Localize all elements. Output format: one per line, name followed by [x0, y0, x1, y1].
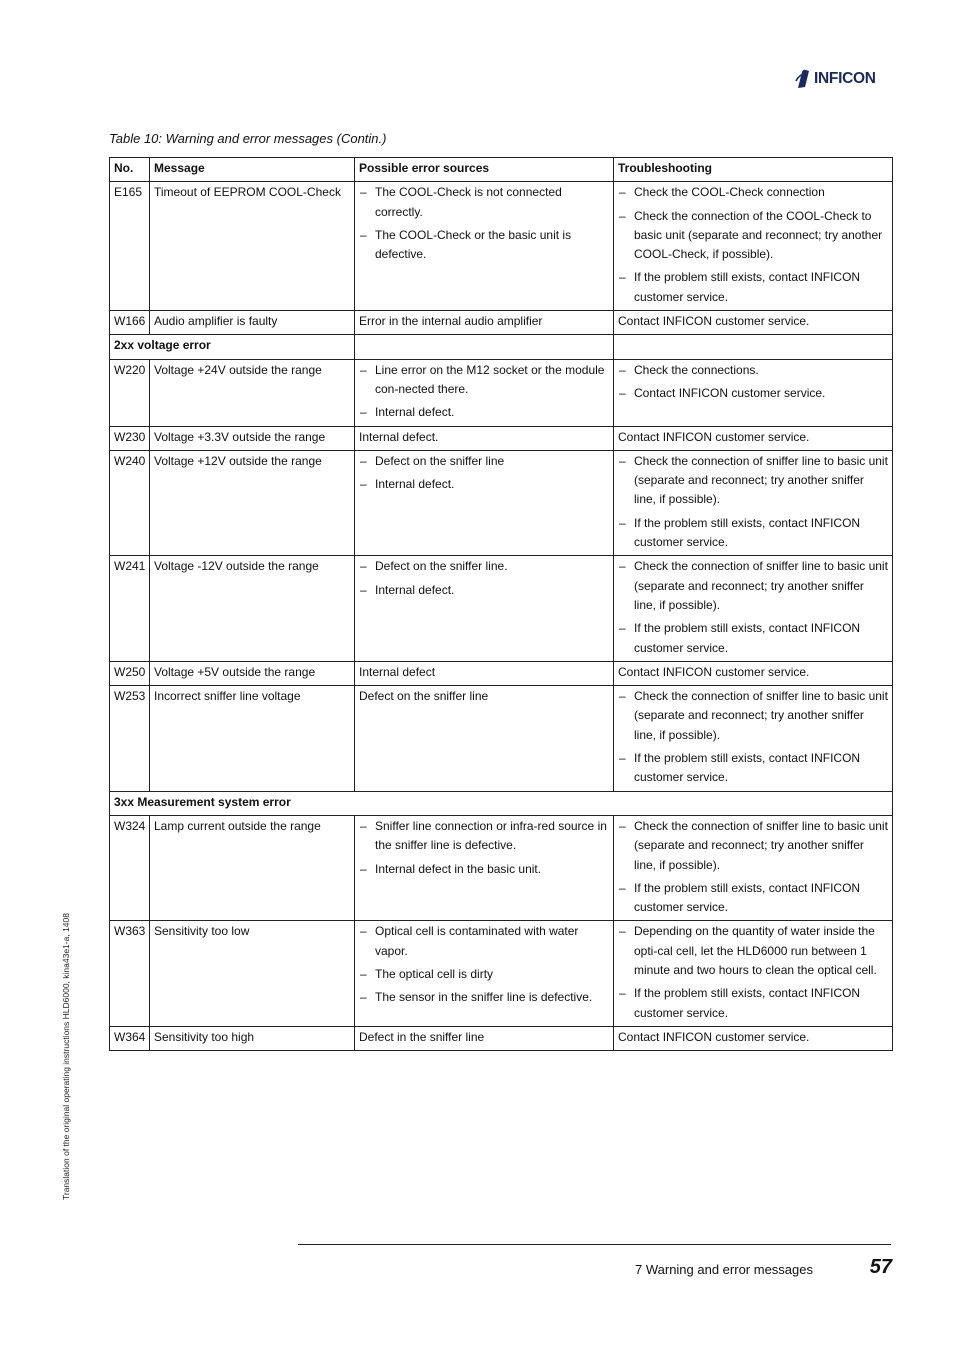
table-row — [110, 450, 893, 555]
cell-message: Voltage -12V outside the range — [150, 556, 355, 661]
list-item: – The COOL-Check or the basic unit is defective. — [359, 226, 609, 265]
brand-logo — [795, 68, 895, 90]
list-item: – If the problem still exists, contact INFICON customer service. — [618, 268, 888, 307]
cell-sources: Defect on the sniffer line — [355, 686, 614, 791]
cell-no: E165 — [110, 182, 150, 311]
table-caption: Table 10: Warning and error messages (Contin.) — [109, 131, 387, 146]
list-item: – Internal defect in the basic unit. — [359, 860, 609, 879]
cell-sources — [355, 921, 614, 1026]
cell-troubleshooting — [614, 450, 893, 555]
list-item: – If the problem still exists, contact INFICON customer service. — [618, 879, 888, 918]
table-row — [110, 556, 893, 661]
table-row — [110, 182, 893, 311]
cell-troubleshooting — [614, 686, 893, 791]
cell-message: Sensitivity too low — [150, 921, 355, 1026]
cell-troubleshooting: Contact INFICON customer service. — [614, 311, 893, 335]
cell-sources: Error in the internal audio amplifier — [355, 311, 614, 335]
list-item: – Defect on the sniffer line. — [359, 557, 609, 576]
cell-sources-list — [359, 557, 609, 600]
table-row — [110, 1026, 893, 1050]
brand-name: INFICON — [814, 70, 876, 87]
list-item: – The COOL-Check is not connected correctly. — [359, 183, 609, 222]
cell-troubleshooting-list — [618, 922, 888, 1022]
cell-sources — [355, 182, 614, 311]
cell-no: W363 — [110, 921, 150, 1026]
cell-message: Audio amplifier is faulty — [150, 311, 355, 335]
page-number: 57 — [869, 1256, 892, 1278]
cell-troubleshooting — [614, 556, 893, 661]
cell-sources-list — [359, 922, 609, 1007]
cell-no: W166 — [110, 311, 150, 335]
cell-troubleshooting-list — [618, 687, 888, 787]
header-no: No. — [110, 158, 150, 182]
table-row — [110, 359, 893, 426]
messages-table — [109, 157, 893, 1051]
list-item: – Sniffer line connection or infra-red source in the sniffer line is defective. — [359, 817, 609, 856]
cell-sources — [355, 450, 614, 555]
table-row — [110, 426, 893, 450]
list-item: – Check the COOL-Check connection — [618, 183, 888, 202]
group-label: 2xx voltage error — [110, 335, 355, 359]
cell-sources-list — [359, 361, 609, 423]
cell-no: W324 — [110, 815, 150, 920]
cell-troubleshooting — [614, 815, 893, 920]
cell-sources — [355, 556, 614, 661]
list-item: – Internal defect. — [359, 475, 609, 494]
cell-message: Voltage +24V outside the range — [150, 359, 355, 426]
table-header-row — [110, 158, 893, 182]
cell-troubleshooting — [614, 359, 893, 426]
side-note: Translation of the original operating instructions HLD6000, kina43e1-a, 1408 — [61, 913, 71, 1200]
cell-troubleshooting-list — [618, 557, 888, 657]
cell-sources — [355, 359, 614, 426]
cell-sources: Defect in the sniffer line — [355, 1026, 614, 1050]
footer-rule — [298, 1244, 891, 1245]
inficon-logo-icon — [795, 69, 811, 89]
table-row — [110, 815, 893, 920]
group-empty-cell — [355, 335, 614, 359]
cell-no: W240 — [110, 450, 150, 555]
cell-message: Voltage +5V outside the range — [150, 661, 355, 685]
list-item: – Check the connection of sniffer line to basic unit (separate and reconnect; try another sniffer line, if possible). — [618, 557, 888, 615]
list-item: – If the problem still exists, contact INFICON customer service. — [618, 619, 888, 658]
cell-message: Voltage +3.3V outside the range — [150, 426, 355, 450]
cell-sources: Internal defect — [355, 661, 614, 685]
cell-no: W364 — [110, 1026, 150, 1050]
group-label: 3xx Measurement system error — [110, 791, 893, 815]
cell-no: W253 — [110, 686, 150, 791]
list-item: – The sensor in the sniffer line is defective. — [359, 988, 609, 1007]
cell-troubleshooting-list — [618, 183, 888, 307]
cell-no: W241 — [110, 556, 150, 661]
list-item: – If the problem still exists, contact INFICON customer service. — [618, 749, 888, 788]
table-row — [110, 921, 893, 1026]
footer-chapter: 7 Warning and error messages — [635, 1262, 813, 1277]
table-row — [110, 311, 893, 335]
list-item: – Depending on the quantity of water inside the opti-cal cell, let the HLD6000 run between 1 minute and two hours to clean the optical cell. — [618, 922, 888, 980]
list-item: – If the problem still exists, contact INFICON customer service. — [618, 514, 888, 553]
cell-troubleshooting — [614, 182, 893, 311]
list-item: – Check the connection of sniffer line to basic unit (separate and reconnect; try another sniffer line, if possible). — [618, 817, 888, 875]
header-sources: Possible error sources — [355, 158, 614, 182]
cell-troubleshooting-list — [618, 817, 888, 917]
cell-troubleshooting-list — [618, 452, 888, 552]
cell-sources-list — [359, 817, 609, 879]
list-item: – Internal defect. — [359, 581, 609, 600]
cell-troubleshooting-list — [618, 361, 888, 404]
table-row — [110, 661, 893, 685]
cell-sources-list — [359, 183, 609, 264]
header-troubleshooting: Troubleshooting — [614, 158, 893, 182]
header-message: Message — [150, 158, 355, 182]
list-item: – The optical cell is dirty — [359, 965, 609, 984]
table-body — [110, 182, 893, 1051]
cell-message: Lamp current outside the range — [150, 815, 355, 920]
cell-troubleshooting — [614, 921, 893, 1026]
list-item: – Defect on the sniffer line — [359, 452, 609, 471]
list-item: – Internal defect. — [359, 403, 609, 422]
group-row — [110, 335, 893, 359]
cell-message: Voltage +12V outside the range — [150, 450, 355, 555]
table-row — [110, 686, 893, 791]
list-item: – If the problem still exists, contact INFICON customer service. — [618, 984, 888, 1023]
list-item: – Check the connection of sniffer line to basic unit (separate and reconnect; try another sniffer line, if possible). — [618, 452, 888, 510]
cell-troubleshooting: Contact INFICON customer service. — [614, 661, 893, 685]
cell-message: Incorrect sniffer line voltage — [150, 686, 355, 791]
cell-no: W230 — [110, 426, 150, 450]
cell-sources — [355, 815, 614, 920]
list-item: – Optical cell is contaminated with water vapor. — [359, 922, 609, 961]
cell-no: W250 — [110, 661, 150, 685]
group-empty-cell — [614, 335, 893, 359]
cell-message: Sensitivity too high — [150, 1026, 355, 1050]
cell-no: W220 — [110, 359, 150, 426]
list-item: – Line error on the M12 socket or the module con-nected there. — [359, 361, 609, 400]
group-row — [110, 791, 893, 815]
cell-sources-list — [359, 452, 609, 495]
list-item: – Check the connection of the COOL-Check to basic unit (separate and reconnect; try another COOL-Check, if possible). — [618, 207, 888, 265]
cell-sources: Internal defect. — [355, 426, 614, 450]
list-item: – Check the connections. — [618, 361, 888, 380]
cell-message: Timeout of EEPROM COOL-Check — [150, 182, 355, 311]
list-item: – Check the connection of sniffer line to basic unit (separate and reconnect; try another sniffer line, if possible). — [618, 687, 888, 745]
list-item: – Contact INFICON customer service. — [618, 384, 888, 403]
cell-troubleshooting: Contact INFICON customer service. — [614, 426, 893, 450]
cell-troubleshooting: Contact INFICON customer service. — [614, 1026, 893, 1050]
